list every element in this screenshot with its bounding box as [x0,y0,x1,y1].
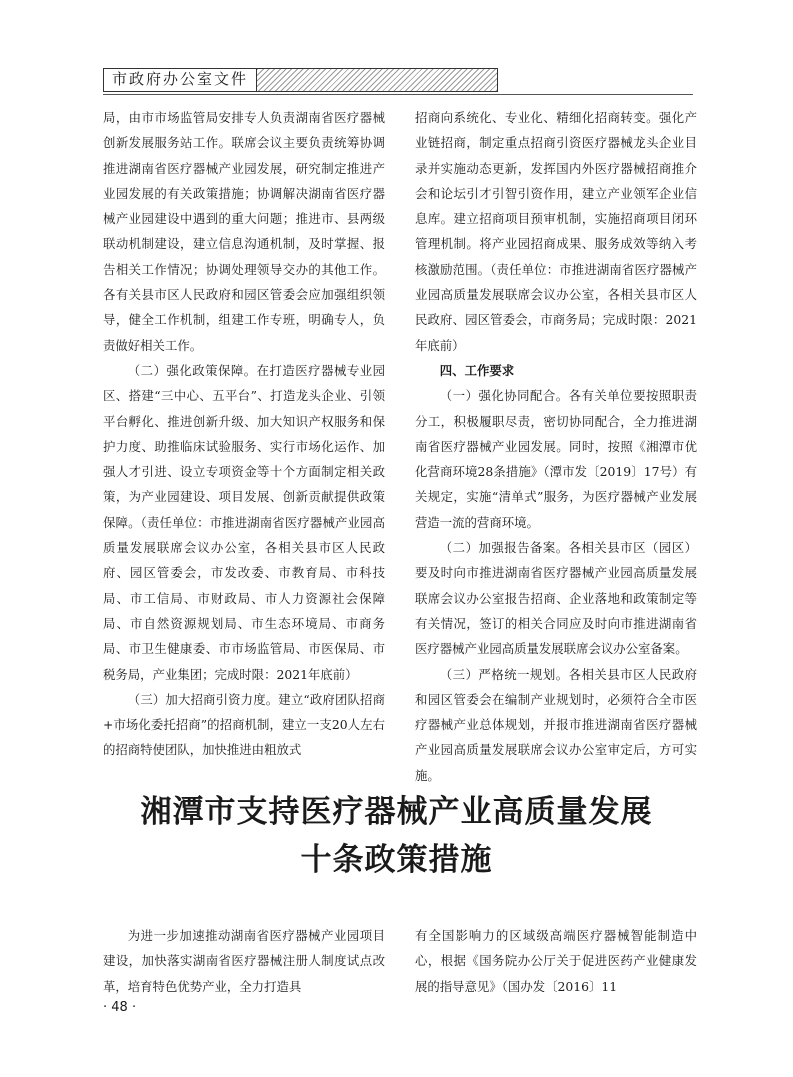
column-d [415,923,697,999]
paragraph: （三）严格统一规划。各相关县市区人民政府和园区管委会在编制产业规划时，必须符合全市医疗器械产业总体规划，并报市推进湖南省医疗器械产业园高质量发展联席会议办公室审定后，方可实施。 [415,666,697,783]
paragraph: 招商向系统化、专业化、精细化招商转变。强化产业链招商，制定重点招商引资医疗器械龙头企业目录并实施动态更新，发挥国内外医疗器械招商推介会和论坛引才引智引资作用，建立产业领军企业信息库。建立招商项目预审机制，实施招商项目闭环管理机制。将产业园招商成果、服务成效等纳入考核激励范围。（责任单位：市推进湖南省医疗器械产业园高质量发展联席会议办公室，各相关县市区人民政府、园区管委会，市商务局；完成时限：2021年底前） [415,110,697,353]
paragraph: （二）强化政策保障。在打造医疗器械专业园区、搭建“三中心、五平台”、打造龙头企业、引领平台孵化、推进创新升级、加大知识产权服务和保护力度、助推临床试验服务、实行市场化运作、加强人才引进、设立专项资金等十个方面制定相关政策，为产业园建设、项目发展、创新贡献提供政策保障。（责任单位：市推进湖南省医疗器械产业园高质量发展联席会议办公室，各相关县市区人民政府、园区管委会，市发改委、市教育局、市科技局、市工信局、市财政局、市人力资源社会保障局、市自然资源规划局、市生态环境局、市商务局、市卫生健康委、市市场监管局、市医保局、市税务局，产业集团；完成时限：2021年底前） [103,362,385,682]
title-line-2: 十条政策措施 [300,842,493,878]
header-hatch-decoration [257,68,498,92]
column-a [103,105,385,763]
column-c [103,923,385,999]
header-rule [103,94,693,95]
paragraph: （二）加强报告备案。各相关县市区（园区）要及时向市推进湖南省医疗器械产业园高质量发展联席会议办公室报告招商、企业落地和政策制定等有关情况，签订的相关合同应及时向市推进湖南省医疗器械产业园高质量发展联席会议办公室备案。 [415,540,697,657]
document-title [0,788,793,884]
paragraph: 局，由市市场监管局安排专人负责湖南省医疗器械创新发展服务站工作。联席会议主要负责统筹协调推进湖南省医疗器械产业园发展，研究制定推进产业园发展的有关政策措施；协调解决湖南省医疗器械产业园建设中遇到的重大问题；推进市、县两级联动机制建设，建立信息沟通机制，及时掌握、报告相关工作情况；协调处理领导交办的其他工作。各有关县市区人民政府和园区管委会应加强组织领导，健全工作机制，组建工作专班，明确专人，负责做好相关工作。 [103,110,385,353]
section-header-label: 市政府办公室文件 [103,68,257,92]
paragraph: （三）加大招商引资力度。建立“政府团队招商+市场化委托招商”的招商机制，建立一支20人左右的招商特使团队，加快推进由粗放式 [103,691,385,758]
column-b [415,105,697,788]
paragraph: 为进一步加速推动湖南省医疗器械产业园项目建设，加快落实湖南省医疗器械注册人制度试点改革，培育特色优势产业，全力打造具 [103,928,385,994]
paragraph: （一）强化协同配合。各有关单位要按照职责分工，积极履职尽责，密切协同配合，全力推进湖南省医疗器械产业园发展。同时，按照《湘潭市优化营商环境28条措施》（潭市发〔2019〕17号）有关规定，实施“清单式”服务，为医疗器械产业发展营造一流的营商环境。 [415,388,697,530]
section-header [103,68,498,92]
paragraph: 有全国影响力的区域级高端医疗器械智能制造中心，根据《国务院办公厅关于促进医药产业健康发展的指导意见》（国办发〔2016〕11 [415,928,697,994]
page-number: · 48 · [103,1000,137,1015]
title-line-1: 湘潭市支持医疗器械产业高质量发展 [140,794,653,830]
section-heading: 四、工作要求 [439,362,515,378]
